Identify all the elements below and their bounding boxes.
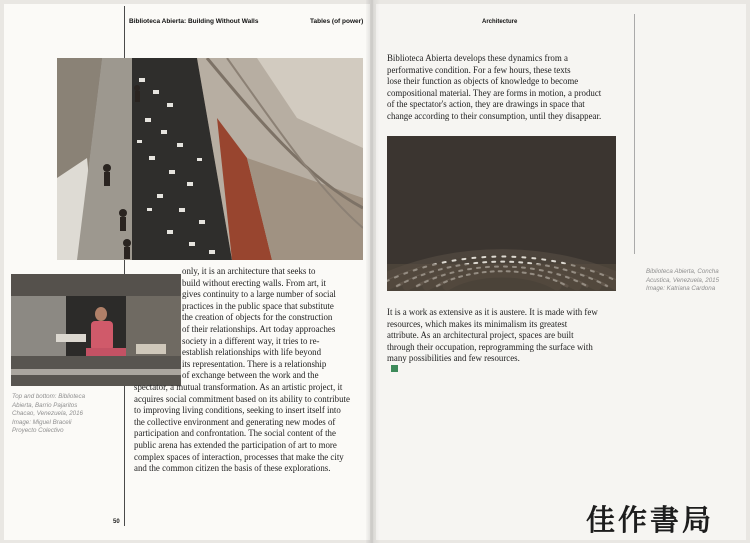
text-line: practices in the public space that substitute xyxy=(182,300,334,311)
left-body-lower xyxy=(134,382,350,475)
text-line: society in a different way, it tries to re- xyxy=(182,335,320,346)
text-line: gives continuity to a large number of social xyxy=(182,289,336,300)
text-line: many possibilities and few resources. xyxy=(387,353,520,364)
text-line: It is a work as extensive as it is austere. It is made with few xyxy=(387,307,598,317)
photo-acoustic-shell xyxy=(387,136,616,291)
text-line: the collective environment and generating new modes of xyxy=(134,416,336,427)
right-photo-caption xyxy=(646,268,719,294)
text-line: resources, which makes its minimalism its greatest xyxy=(387,318,568,329)
text-line: through their occupation, reprogramming the surface with xyxy=(387,341,593,352)
text-line: spectator, a mutual transformation. As an artistic project, it xyxy=(134,382,343,392)
text-line: of their relationships. Art today approaches xyxy=(182,323,336,334)
running-head-title: Biblioteca Abierta: Building Without Walls xyxy=(129,18,259,25)
photo-library-ramp xyxy=(57,58,363,260)
caption-line: Image: Miguel Braceli xyxy=(12,418,72,426)
text-line: complex spaces of interaction, processes that make the city xyxy=(134,451,344,462)
text-line: and the common citizen the basis of these explorations. xyxy=(134,463,331,474)
left-photo-caption xyxy=(12,393,85,436)
book-gutter xyxy=(366,0,380,543)
text-line: acquires social commitment based on its ability to contribute xyxy=(134,393,350,404)
running-head-architecture: Architecture xyxy=(482,19,518,25)
right-page-column-rule xyxy=(634,14,635,254)
photo-children-reading xyxy=(11,274,181,386)
end-of-article-mark xyxy=(391,365,398,372)
page-number: 50 xyxy=(113,519,120,525)
caption-line: Top and bottom: Biblioteca xyxy=(12,393,86,400)
text-line: build without erecting walls. From art, it xyxy=(182,277,326,288)
caption-line: Biblioteca Abierta, Concha xyxy=(646,268,719,275)
caption-line: Image: Katriana Cardona xyxy=(646,285,716,293)
caption-line: Acustica, Venezuela, 2015 xyxy=(646,276,720,284)
text-line: of the spectator's action, they are drawings in space that xyxy=(387,99,585,110)
text-line: attribute. As an architectural project, spaces are built xyxy=(387,330,574,341)
text-line: its representation. There is a relationship xyxy=(182,358,327,369)
text-line: participation and confrontation. The social content of the xyxy=(134,428,336,439)
text-line-final xyxy=(387,353,598,372)
text-line: only, it is an architecture that seeks to xyxy=(182,266,316,276)
right-body-upper xyxy=(387,53,601,123)
text-line: to improving living conditions, seeking to insert itself into xyxy=(134,405,341,416)
text-line: lose their function as objects of knowledge to become xyxy=(387,76,579,87)
text-line: the creation of objects for the construction xyxy=(182,312,333,323)
caption-line: Proyecto Colectivo xyxy=(12,427,64,435)
text-line: performative condition. For a few hours, these texts xyxy=(387,64,571,75)
text-line: compositional material. They are forms in motion, a product xyxy=(387,87,602,98)
running-head-section: Tables (of power) xyxy=(310,18,364,25)
caption-line: Abierta, Barrio Pajaritos xyxy=(12,401,78,409)
text-line: of exchange between the work and the xyxy=(182,370,319,381)
left-body-upper xyxy=(182,266,336,382)
right-body-lower xyxy=(387,307,598,372)
text-line: change according to their consumption, until they disappear. xyxy=(387,110,602,121)
caption-line: Chacao, Venezuela, 2016 xyxy=(12,410,83,418)
text-line: Biblioteca Abierta develops these dynamics from a xyxy=(387,53,568,63)
text-line: public arena has extended the participation of art to more xyxy=(134,439,337,450)
text-line: establish relationships with life beyond xyxy=(182,347,322,358)
watermark-text: 佳作書局 xyxy=(586,503,715,537)
